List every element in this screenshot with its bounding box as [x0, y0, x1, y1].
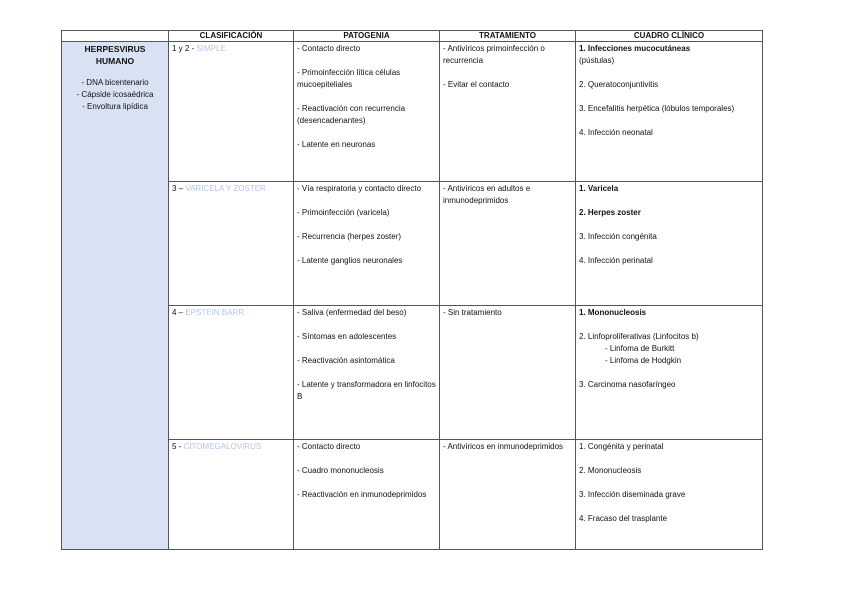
list-item: - Latente ganglios neuronales	[297, 256, 403, 265]
list-item: - Sin tratamiento	[443, 308, 502, 317]
cuadro-cell	[576, 182, 763, 306]
header-cuadro-clinico: CUADRO CLÍNICO	[576, 31, 763, 42]
list-item: - Primoinfección (varicela)	[297, 208, 390, 217]
list-item: - Antivíricos primoinfección o recurrencia	[443, 44, 545, 65]
list-item: - Primoinfección lítica células mucoepiteliales	[297, 68, 401, 89]
side-item: - Envoltura lipídica	[82, 102, 148, 111]
header-patogenia: PATOGENIA	[294, 31, 440, 42]
list-item: - Latente en neuronas	[297, 140, 376, 149]
list-item: 4. Infección neonatal	[579, 128, 653, 137]
class-number: 4 –	[172, 308, 186, 317]
header-row	[62, 31, 763, 42]
list-item: - Reactivación con recurrencia (desencadenantes)	[297, 104, 406, 125]
list-item: - Antivíricos en inmunodeprimidos	[443, 442, 564, 451]
side-item: - DNA bicentenario	[81, 78, 149, 87]
class-name: EPSTEIN BARR	[185, 308, 245, 317]
side-items	[65, 77, 165, 113]
list-item: 4. Fracaso del trasplante	[579, 514, 668, 523]
list-item: - Linfoma de Burkitt	[605, 344, 675, 353]
tratamiento-cell	[440, 306, 576, 440]
header-clasificacion: CLASIFICACIÓN	[169, 31, 294, 42]
list-item: 1. Congénita y perinatal	[579, 442, 664, 451]
list-item: 2. Linfoproliferativas (Linfocitos b)	[579, 332, 699, 341]
list-item: - Cuadro mononucleosis	[297, 466, 384, 475]
side-panel	[62, 42, 169, 550]
side-item: - Cápside icosaédrica	[76, 90, 154, 99]
list-item: 4. Infección perinatal	[579, 256, 653, 265]
side-title-2: HUMANO	[95, 56, 135, 66]
patogenia-cell	[294, 306, 440, 440]
table-row	[62, 42, 763, 182]
list-item: 3. Carcinoma nasofaríngeo	[579, 380, 676, 389]
list-item: - Síntomas en adolescentes	[297, 332, 397, 341]
list-item: 1. Varicela	[579, 184, 619, 193]
class-name: CITOMEGALOVIRUS	[183, 442, 262, 451]
list-item: 3. Infección congénita	[579, 232, 657, 241]
list-item: - Recurrencia (herpes zoster)	[297, 232, 402, 241]
patogenia-cell	[294, 42, 440, 182]
tratamiento-cell	[440, 440, 576, 550]
list-item: 2. Mononucleosis	[579, 466, 642, 475]
clasificacion-cell	[169, 440, 294, 550]
tratamiento-cell	[440, 182, 576, 306]
cuadro-cell	[576, 42, 763, 182]
cuadro-cell	[576, 440, 763, 550]
list-item: 2. Herpes zoster	[579, 208, 641, 217]
class-number: 1 y 2 -	[172, 44, 197, 53]
side-title-1: HERPESVIRUS	[84, 44, 146, 54]
list-item: - Reactivación asintomática	[297, 356, 395, 365]
clasificacion-cell	[169, 42, 294, 182]
class-number: 3 –	[172, 184, 186, 193]
list-item: - Contacto directo	[297, 442, 361, 451]
list-item: - Saliva (enfermedad del beso)	[297, 308, 407, 317]
list-item: - Latente y transformadora en linfocitos B	[297, 380, 436, 401]
class-name: VARICELA Y ZOSTER	[185, 184, 266, 193]
list-item: - Contacto directo	[297, 44, 361, 53]
corner-cell	[62, 31, 169, 42]
list-item: - Evitar el contacto	[443, 80, 510, 89]
list-item: 1. Infecciones mucocutáneas	[579, 44, 691, 53]
list-item: - Reactivación en inmunodeprimidos	[297, 490, 427, 499]
tratamiento-cell	[440, 42, 576, 182]
clasificacion-cell	[169, 182, 294, 306]
clasificacion-cell	[169, 306, 294, 440]
class-name: SIMPLE	[196, 44, 226, 53]
list-item: - Antivíricos en adultos e inmunodeprimidos	[443, 184, 531, 205]
patogenia-cell	[294, 182, 440, 306]
patogenia-cell	[294, 440, 440, 550]
list-item: 3. Infección diseminada grave	[579, 490, 686, 499]
herpesvirus-table	[61, 30, 763, 550]
list-item: 3. Encefalitis herpética (lóbulos temporales)	[579, 104, 735, 113]
header-tratamiento: TRATAMIENTO	[440, 31, 576, 42]
list-item: - Vía respiratoria y contacto directo	[297, 184, 422, 193]
list-item: - Linfoma de Hodgkin	[605, 356, 682, 365]
class-number: 5 -	[172, 442, 184, 451]
list-item: (pústulas)	[579, 56, 615, 65]
list-item: 1. Mononucleosis	[579, 308, 647, 317]
list-item: 2. Queratoconjuntivitis	[579, 80, 659, 89]
cuadro-cell	[576, 306, 763, 440]
